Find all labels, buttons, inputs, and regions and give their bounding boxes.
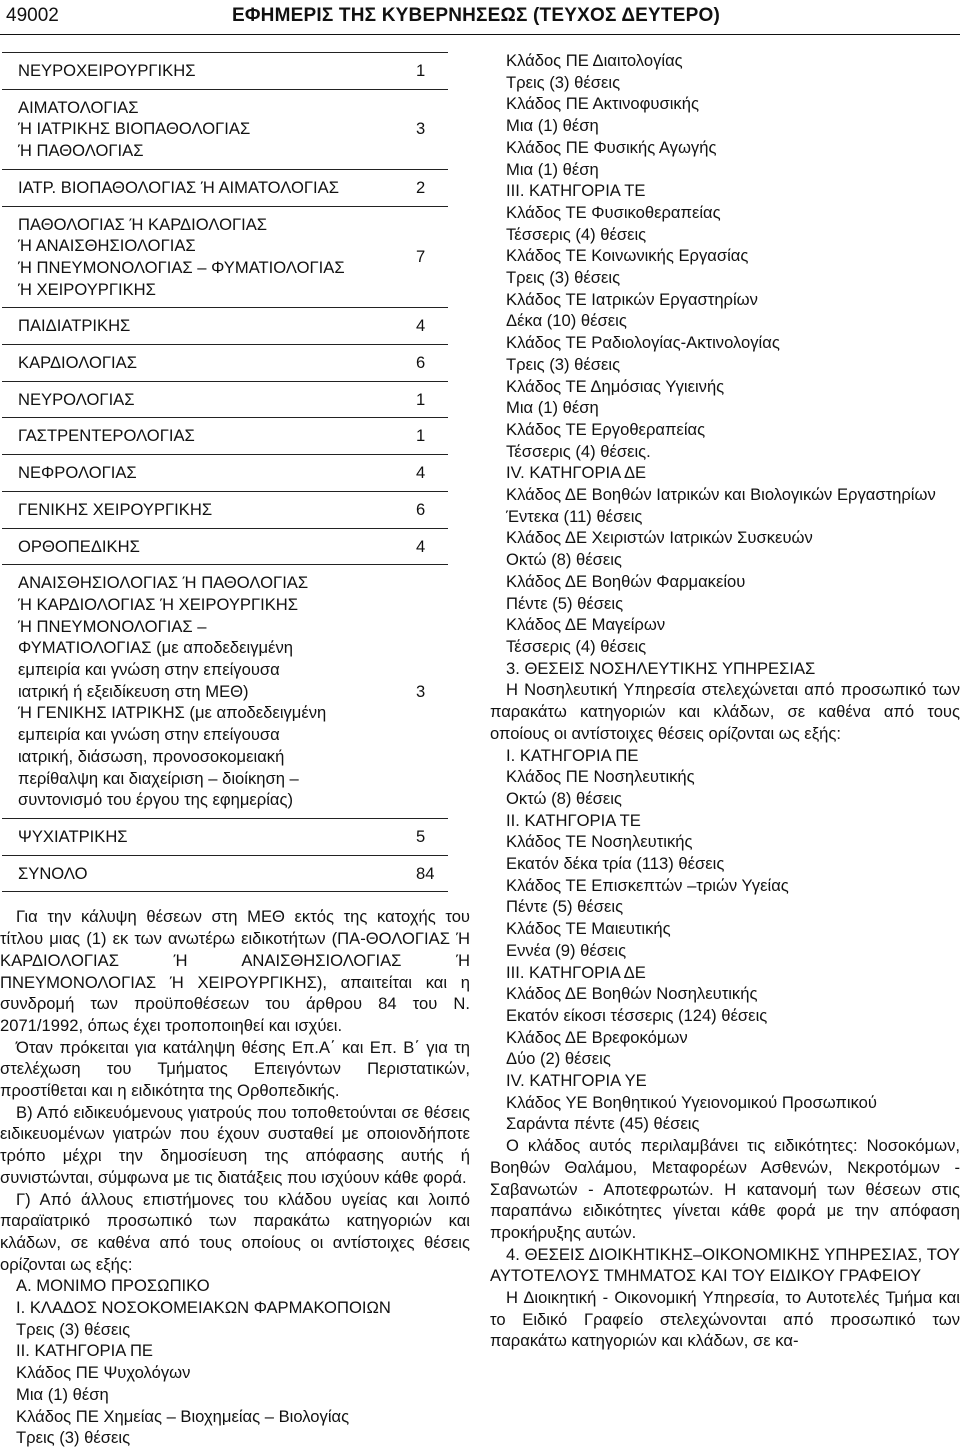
specialty-line: ΑΝΑΙΣΘΗΣΙΟΛΟΓΙΑΣ Ή ΠΑΘΟΛΟΓΙΑΣ [18,573,309,593]
table-row [2,418,448,455]
table-row [2,89,448,169]
text-line: ΙΙ. ΚΑΤΗΓΟΡΙΑ ΠΕ [16,1341,154,1361]
specialty-name [2,818,416,855]
text-line: Κλάδος ΤΕ Μαιευτικής [506,919,671,939]
specialty-line: συντονισμό του έργου της εφημερίας) [18,790,294,810]
table-row [2,491,448,528]
specialty-name [2,206,416,308]
text-line: Εκατόν είκοσι τέσσερις (124) θέσεις [506,1005,768,1025]
right-column [490,50,960,1352]
text-line: Κλάδος ΤΕ Κοινωνικής Εργασίας [506,246,749,266]
specialty-line: Ή ΚΑΡΔΙΟΛΟΓΙΑΣ Ή ΧΕΙΡΟΥΡΓΙΚΗΣ [18,594,299,614]
text-line: Κλάδος ΤΕ Ραδιολογίας-Ακτινολογίας [506,333,780,353]
text-line: ΙΙΙ. ΚΑΤΗΓΟΡΙΑ ΤΕ [506,181,646,201]
specialty-name [2,89,416,169]
specialty-line: ΣΥΝΟΛΟ [18,863,88,883]
text-line: Μια (1) θέση [506,116,599,136]
section-heading: 4. ΘΕΣΕΙΣ ΔΙΟΙΚΗΤΙΚΗΣ–ΟΙΚΟΝΟΜΙΚΗΣ ΥΠΗΡΕΣΙΑΣ, ΤΟΥ ΑΥΤΟΤΕΛΟΥΣ ΤΜΗΜΑΤΟΣ ΚΑΙ ΤΟΥ ΕΙΔΙΚΟΥ ΓΡΑΦΕΙΟΥ [490,1244,960,1286]
specialty-line: ΑΙΜΑΤΟΛΟΓΙΑΣ [18,97,139,117]
text-line: Τρεις (3) θέσεις [506,268,621,288]
position-count: 4 [416,455,448,492]
specialty-name [2,53,416,90]
text-line: Κλάδος ΤΕ Δημόσιας Υγιεινής [506,376,725,396]
specialty-line: ΠΑΘΟΛΟΓΙΑΣ Ή ΚΑΡΔΙΟΛΟΓΙΑΣ [18,214,268,234]
text-line: Σαράντα πέντε (45) θέσεις [506,1114,700,1134]
text-line: Κλάδος ΤΕ Φυσικοθεραπείας [506,202,721,222]
text-line: Κλάδος ΔΕ Βοηθών Φαρμακείου [506,571,746,591]
text-line: Τέσσερις (4) θέσεις [506,636,647,656]
table-row [2,565,448,819]
text-line: Οκτώ (8) θέσεις [506,788,622,808]
specialty-line: ιατρική ή εξειδίκευση στη ΜΕΘ) [18,681,249,701]
specialty-name [2,169,416,206]
specialty-line: ΝΕΥΡΟΧΕΙΡΟΥΡΓΙΚΗΣ [18,61,196,80]
text-line: Τέσσερις (4) θέσεις. [506,441,651,461]
text-line: Εννέα (9) θέσεις [506,940,627,960]
specialty-line: ΝΕΥΡΟΛΟΓΙΑΣ [18,389,135,409]
text-line: Μια (1) θέση [16,1384,109,1404]
table-row [2,528,448,565]
paragraph: Κλάδος ΔΕ Βοηθών Ιατρικών και Βιολογικών Εργαστηρίων [506,485,936,505]
text-line: Δέκα (10) θέσεις [506,311,627,331]
table-row [2,53,448,90]
paragraph: Γ) Από άλλους επιστήμονες του κλάδου υγείας και λοιπό παραϊατρικό προσωπικό των παρακάτω κατηγοριών και κλάδων, σε καθένα από τους οποίους οι αντίστοιχες θέσεις ορίζονται ως εξής: [0,1189,470,1274]
position-count: 1 [416,53,448,90]
text-line: 3. ΘΕΣΕΙΣ ΝΟΣΗΛΕΥΤΙΚΗΣ ΥΠΗΡΕΣΙΑΣ [506,658,816,678]
specialty-line: ΚΑΡΔΙΟΛΟΓΙΑΣ [18,353,137,373]
specialty-name [2,528,416,565]
specialty-line: ΝΕΦΡΟΛΟΓΙΑΣ [18,463,137,483]
right-text [490,1135,960,1352]
page-number: 49002 [6,5,59,26]
text-line: Κλάδος ΤΕ Επισκεπτών –τριών Υγείας [506,875,789,895]
text-line: Κλάδος ΔΕ Βρεφοκόμων [506,1027,688,1047]
specialty-line: περίθαλψη και διαχείριση – διοίκηση – [18,768,299,788]
table-row [2,855,448,892]
paragraph: Β) Από ειδικευόμενους γιατρούς που τοποθετούνται σε θέσεις ειδικευομένων γιατρών που έχουν συσταθεί με οποιονδήποτε τρόπο μέχρι την δημοσίευση της απόφασης αυτής ή συνιστώνται, σύμφωνα με τις διατάξεις που ισχύουν κάθε φορά. [0,1102,470,1187]
specialty-name [2,418,416,455]
right-list-1 [490,50,960,484]
text-line: Ι. ΚΑΤΗΓΟΡΙΑ ΠΕ [506,745,639,765]
specialty-line: εμπειρία και γνώση στην επείγουσα [18,660,280,680]
specialty-line: Ή ΙΑΤΡΙΚΗΣ ΒΙΟΠΑΘΟΛΟΓΙΑΣ [18,119,251,139]
gazette-title: ΕΦΗΜΕΡΙΣ ΤΗΣ ΚΥΒΕΡΝΗΣΕΩΣ (ΤΕΥΧΟΣ ΔΕΥΤΕΡΟ) [232,5,720,26]
specialty-line: Ή ΑΝΑΙΣΘΗΣΙΟΛΟΓΙΑΣ [18,236,196,256]
specialty-name [2,855,416,892]
text-line: Τέσσερις (4) θέσεις [506,224,647,244]
text-line: Κλάδος ΤΕ Ιατρικών Εργαστηρίων [506,289,758,309]
table-row [2,169,448,206]
specialty-name [2,345,416,382]
page-header [0,0,960,36]
text-line: Κλάδος ΤΕ Νοσηλευτικής [506,832,693,852]
specialties-table [2,52,448,892]
table-row [2,381,448,418]
text-line: IV. ΚΑΤΗΓΟΡΙΑ ΔΕ [506,463,647,483]
text-line: Κλάδος ΥΕ Βοηθητικού Υγειονομικού Προσωπικού [506,1092,877,1112]
text-line: ΙΙ. ΚΑΤΗΓΟΡΙΑ ΤΕ [506,810,641,830]
text-line: Κλάδος ΠΕ Νοσηλευτικής [506,767,695,787]
table-row [2,308,448,345]
specialty-line: εμπειρία και γνώση στην επείγουσα [18,725,280,745]
position-count: 2 [416,169,448,206]
paragraph: Ο κλάδος αυτός περιλαμβάνει τις ειδικότητες: Νοσοκόμων, Βοηθών Θαλάμου, Μεταφορέων Ασθενών, Νεκροτόμων - Σαβανωτών - Αποτεφρωτών. Η κατανομή των θέσεων στις παραπάνω ειδικότητες γίνεται κάθε φορά με την απόφαση προκήρυξης αυτών. [490,1136,960,1242]
specialty-line: Ή ΠΑΘΟΛΟΓΙΑΣ [18,141,144,161]
specialty-line: ιατρική, διάσωση, προνοσοκομειακή [18,746,285,766]
specialty-name [2,455,416,492]
specialty-name [2,381,416,418]
text-line: Κλάδος ΠΕ Διαιτολογίας [506,51,683,70]
left-column [0,52,470,1449]
text-line: Κλάδος ΔΕ Χειριστών Ιατρικών Συσκευών [506,528,813,548]
text-line: Οκτώ (8) θέσεις [506,550,622,570]
paragraph: Η Νοσηλευτική Υπηρεσία στελεχώνεται από προσωπικό των παρακάτω κατηγοριών και κλάδων, σε καθένα από τους οποίους οι αντίστοιχες θέσεις ορίζονται ως εξής: [490,680,960,743]
text-line: Κλάδος ΔΕ Μαγείρων [506,615,666,635]
left-text [0,906,470,1275]
text-line: Πέντε (5) θέσεις [506,897,624,917]
specialty-line: ΓΑΣΤΡΕΝΤΕΡΟΛΟΓΙΑΣ [18,426,195,446]
paragraph: Η Διοικητική - Οικονομική Υπηρεσία, το Αυτοτελές Τμήμα και το Ειδικό Γραφείο στελεχώνονται από προσωπικό των παρακάτω κατηγοριών και κλάδων, σε κα- [490,1288,960,1351]
position-count: 5 [416,818,448,855]
text-line: Τρεις (3) θέσεις [506,354,621,374]
specialty-line: ΙΑΤΡ. ΒΙΟΠΑΘΟΛΟΓΙΑΣ Ή ΑΙΜΑΤΟΛΟΓΙΑΣ [18,177,339,197]
specialty-name [2,491,416,528]
table-row [2,206,448,308]
text-line: Κλάδος ΠΕ Φυσικής Αγωγής [506,137,717,157]
right-list-2 [490,506,960,680]
position-count: 7 [416,206,448,308]
position-count: 1 [416,381,448,418]
specialty-line: ΟΡΘΟΠΕΔΙΚΗΣ [18,536,140,556]
specialty-line: ΠΑΙΔΙΑΤΡΙΚΗΣ [18,316,131,336]
position-count: 3 [416,89,448,169]
specialty-name [2,565,416,819]
specialty-line: Ή ΧΕΙΡΟΥΡΓΙΚΗΣ [18,279,156,299]
position-count: 84 [416,855,448,892]
text-line: Κλάδος ΠΕ Ψυχολόγων [16,1363,191,1383]
paragraph: Όταν πρόκειται για κατάληψη θέσης Επ.Α΄ και Επ. Β΄ για τη στελέχωση του Τμήματος Επειγόντων Περιστατικών, προστίθεται και η ειδικότητα της Ορθοπεδικής. [0,1037,470,1101]
position-count: 4 [416,308,448,345]
text-line: Δύο (2) θέσεις [506,1049,611,1069]
specialty-line: Ή ΓΕΝΙΚΗΣ ΙΑΤΡΙΚΗΣ (με αποδεδειγμένη [18,703,327,723]
position-count: 6 [416,345,448,382]
position-count: 1 [416,418,448,455]
table-row [2,345,448,382]
right-list-3 [490,745,960,1136]
text-line: Ι. ΚΛΑΔΟΣ ΝΟΣΟΚΟΜΕΙΑΚΩΝ ΦΑΡΜΑΚΟΠΟΙΩΝ [16,1298,391,1318]
text-line: IV. ΚΑΤΗΓΟΡΙΑ ΥΕ [506,1071,647,1091]
table-row [2,455,448,492]
text-line: Κλάδος ΤΕ Εργοθεραπείας [506,419,706,439]
specialty-line: ΦΥΜΑΤΙΟΛΟΓΙΑΣ (με αποδεδειγμένη [18,638,293,658]
table-row [2,818,448,855]
text-line: Κλάδος ΠΕ Χημείας – Βιοχημείας – Βιολογίας [16,1406,350,1426]
text-line: Έντεκα (11) θέσεις [506,506,643,526]
specialty-line: ΓΕΝΙΚΗΣ ΧΕΙΡΟΥΡΓΙΚΗΣ [18,499,213,519]
text-line: Εκατόν δέκα τρία (113) θέσεις [506,854,725,874]
position-count: 6 [416,491,448,528]
text-line: Πέντε (5) θέσεις [506,593,624,613]
paragraph: Για την κάλυψη θέσεων στη ΜΕΘ εκτός της κατοχής του τίτλου μιας (1) εκ των ανωτέρω ειδικοτήτων (ΠΑ-ΘΟΛΟΓΙΑΣ Ή ΚΑΡΔΙΟΛΟΓΙΑΣ Ή ΑΝΑΙΣΘΗΣΙΟΛΟΓΙΑΣ Ή ΠΝΕΥΜΟΝΟΛΟΓΙΑΣ Ή ΧΕΙΡΟΥΡΓΙΚΗΣ), απαιτείται και η συνδρομή των προϋποθέσεων του άρθρου 84 του Ν. 2071/1992, όπως έχει τροποποιηθεί και ισχύει. [0,907,470,1035]
specialty-line: Ή ΠΝΕΥΜΟΝΟΛΟΓΙΑΣ – [18,616,207,636]
text-line: Τρεις (3) θέσεις [16,1319,131,1339]
specialty-line: Ή ΠΝΕΥΜΟΝΟΛΟΓΙΑΣ – ΦΥΜΑΤΙΟΛΟΓΙΑΣ [18,257,345,277]
specialty-line: ΨΥΧΙΑΤΡΙΚΗΣ [18,826,128,846]
position-count: 4 [416,528,448,565]
position-count: 3 [416,565,448,819]
text-line: Κλάδος ΠΕ Ακτινοφυσικής [506,94,699,114]
text-line: Μια (1) θέση [506,159,599,179]
text-line: Μια (1) θέση [506,398,599,418]
left-list [0,1275,470,1449]
specialty-name [2,308,416,345]
text-line: Α. ΜΟΝΙΜΟ ΠΡΟΣΩΠΙΚΟ [16,1276,210,1296]
text-line: Κλάδος ΔΕ Βοηθών Νοσηλευτικής [506,984,758,1004]
header-rule [0,34,960,35]
text-line: Τρεις (3) θέσεις [16,1428,131,1448]
text-line: ΙΙΙ. ΚΑΤΗΓΟΡΙΑ ΔΕ [506,962,646,982]
text-line: Τρεις (3) θέσεις [506,72,621,92]
